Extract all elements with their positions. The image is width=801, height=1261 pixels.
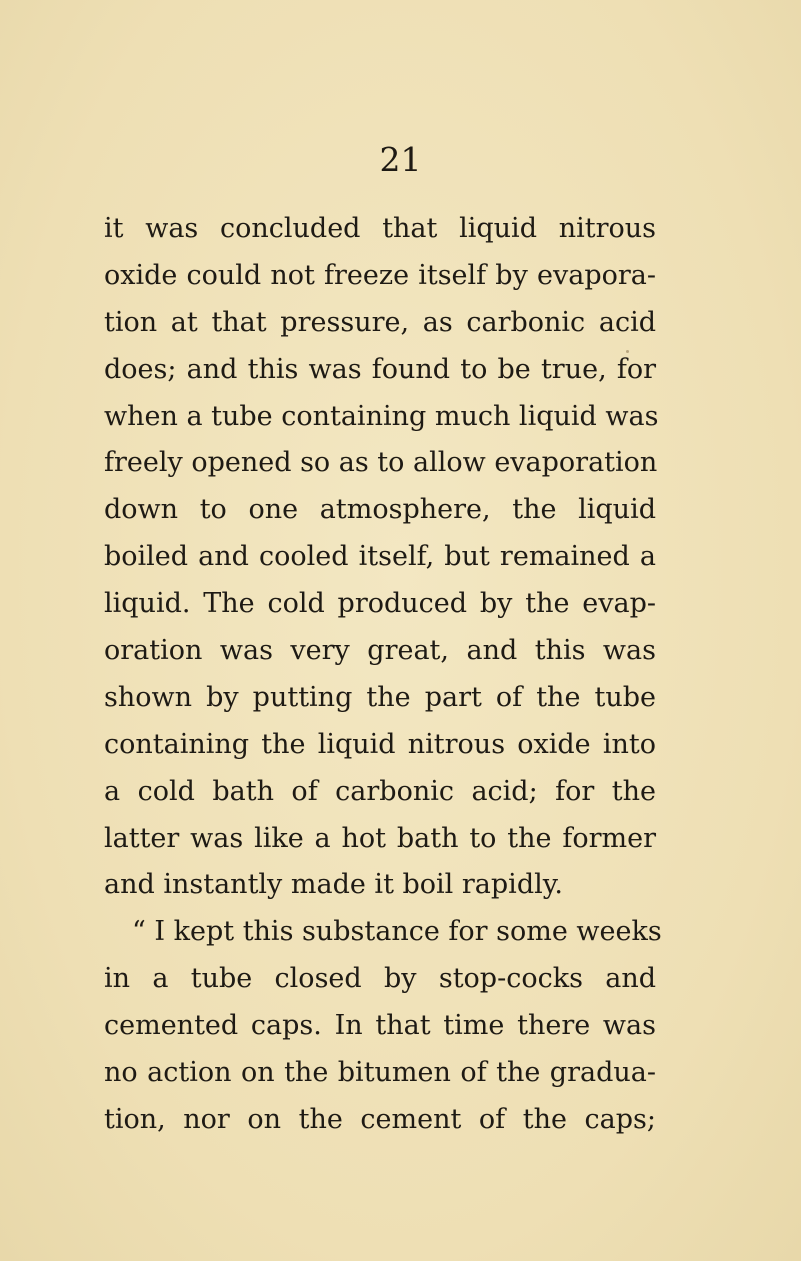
text-line: cemented caps. In that time there was — [104, 1010, 656, 1042]
paper-speck — [626, 350, 629, 353]
text-line: when a tube containing much liquid was — [104, 400, 659, 432]
text-line: “ I kept this substance for some weeks — [132, 916, 662, 948]
text-line: it was concluded that liquid nitrous — [104, 213, 656, 244]
text-line: oration was very great, and this was — [104, 635, 656, 667]
text-line: tion, nor on the cement of the caps; — [104, 1103, 656, 1135]
page-number: 21 — [379, 140, 422, 179]
body-text — [104, 206, 662, 1144]
text-line: liquid. The cold produced by the evap- — [104, 588, 656, 620]
text-line: freely opened so as to allow evaporation — [104, 447, 658, 479]
text-line: no action on the bitumen of the gradua- — [104, 1057, 656, 1089]
text-line: and instantly made it boil rapidly. — [104, 869, 563, 901]
text-line: in a tube closed by stop-cocks and — [104, 963, 656, 995]
text-line: latter was like a hot bath to the former — [104, 822, 656, 854]
text-line: tion at that pressure, as carbonic acid — [104, 306, 656, 338]
text-line: down to one atmosphere, the liquid — [104, 494, 656, 526]
text-line: oxide could not freeze itself by evapora- — [104, 259, 656, 291]
text-line: boiled and cooled itself, but remained a — [104, 541, 656, 573]
text-line: does; and this was found to be true, for — [104, 353, 656, 385]
text-line: containing the liquid nitrous oxide into — [104, 728, 656, 760]
text-line: a cold bath of carbonic acid; for the — [104, 775, 656, 807]
text-line: shown by putting the part of the tube — [104, 681, 656, 713]
